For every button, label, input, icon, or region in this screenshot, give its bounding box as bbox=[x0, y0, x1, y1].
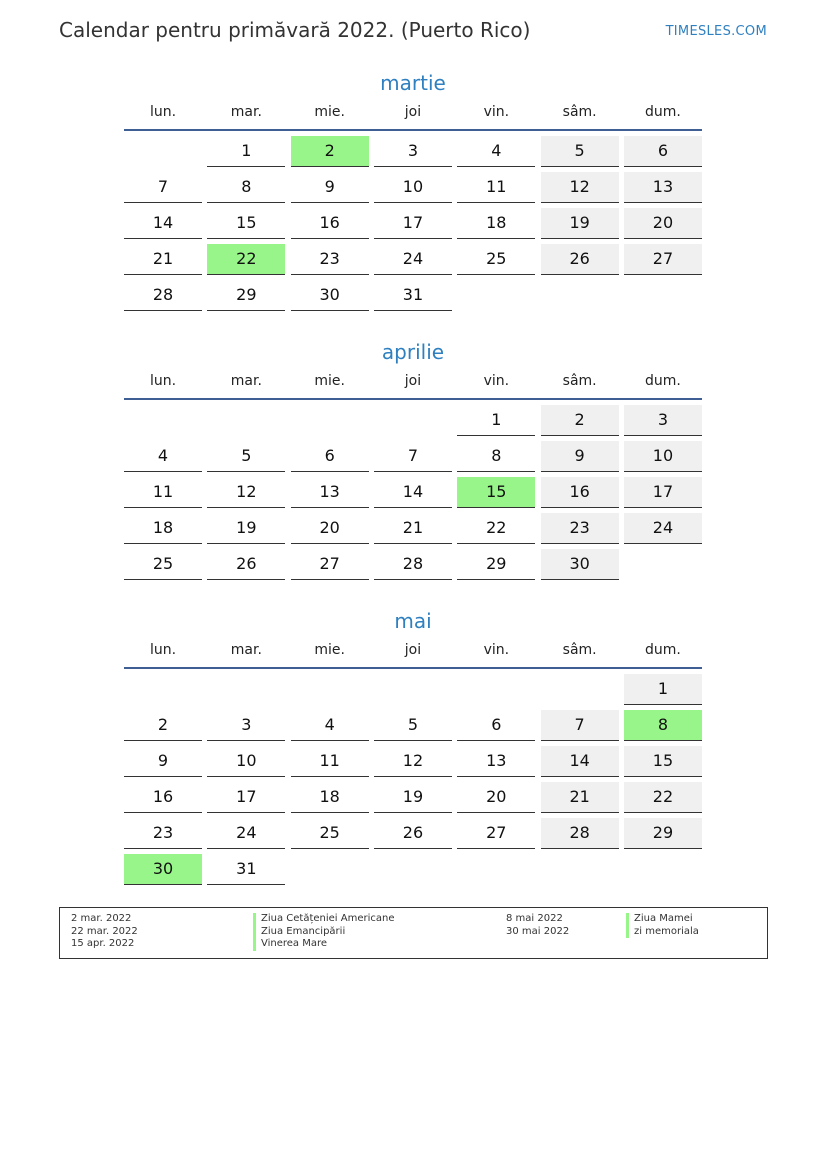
weekday-label: lun. bbox=[149, 373, 177, 389]
day-cell: 4 bbox=[457, 136, 535, 167]
day-cell: 2 bbox=[541, 405, 619, 436]
weekday-label: vin. bbox=[483, 642, 510, 658]
day-cell: 18 bbox=[291, 782, 369, 813]
legend-date: 8 mai 2022 bbox=[506, 913, 563, 924]
day-cell: 30 bbox=[541, 549, 619, 580]
day-cell: 17 bbox=[374, 208, 452, 239]
day-cell: 7 bbox=[541, 710, 619, 741]
day-cell: 4 bbox=[124, 441, 202, 472]
weekday-label: sâm. bbox=[562, 373, 597, 389]
day-cell: 9 bbox=[124, 746, 202, 777]
day-cell: 28 bbox=[541, 818, 619, 849]
day-cell: 26 bbox=[374, 818, 452, 849]
weekday-label: mie. bbox=[314, 642, 345, 658]
legend-date: 22 mar. 2022 bbox=[71, 925, 138, 937]
day-cell: 12 bbox=[541, 172, 619, 203]
day-cell: 31 bbox=[374, 280, 452, 311]
weekday-label: sâm. bbox=[562, 642, 597, 658]
day-cell: 8 bbox=[207, 172, 285, 203]
day-cell: 29 bbox=[457, 549, 535, 580]
weekday-label: joi bbox=[404, 104, 422, 120]
empty-cell bbox=[207, 674, 285, 705]
weekday-label: lun. bbox=[149, 104, 177, 120]
day-cell: 22 bbox=[624, 782, 702, 813]
legend-date: 2 mar. 2022 bbox=[71, 913, 132, 924]
header-divider bbox=[124, 129, 702, 131]
weekday-label: joi bbox=[404, 642, 422, 658]
legend-holiday-name: zi memoriala bbox=[626, 926, 699, 939]
empty-cell bbox=[207, 405, 285, 436]
legend-dates-left bbox=[71, 913, 138, 951]
empty-cell bbox=[291, 674, 369, 705]
day-cell: 25 bbox=[124, 549, 202, 580]
day-cell: 20 bbox=[457, 782, 535, 813]
empty-cell bbox=[457, 674, 535, 705]
weekday-header bbox=[124, 642, 702, 658]
day-cell: 6 bbox=[291, 441, 369, 472]
day-cell: 25 bbox=[291, 818, 369, 849]
weekday-label: joi bbox=[404, 373, 422, 389]
day-cell: 3 bbox=[207, 710, 285, 741]
holiday-day-cell: 8 bbox=[624, 710, 702, 741]
holiday-day-cell: 30 bbox=[124, 854, 202, 885]
brand-link[interactable]: TIMESLES.COM bbox=[665, 24, 767, 39]
day-cell: 21 bbox=[124, 244, 202, 275]
day-cell: 28 bbox=[124, 280, 202, 311]
day-cell: 21 bbox=[374, 513, 452, 544]
day-cell: 21 bbox=[541, 782, 619, 813]
weekday-label: dum. bbox=[645, 373, 681, 389]
weekday-label: mie. bbox=[314, 104, 345, 120]
empty-cell bbox=[124, 136, 202, 167]
day-cell: 17 bbox=[624, 477, 702, 508]
day-cell: 19 bbox=[374, 782, 452, 813]
day-cell: 11 bbox=[124, 477, 202, 508]
day-grid bbox=[124, 136, 702, 311]
day-cell: 20 bbox=[624, 208, 702, 239]
day-cell: 23 bbox=[541, 513, 619, 544]
day-grid bbox=[124, 674, 702, 885]
weekday-label: vin. bbox=[483, 373, 510, 389]
day-cell: 16 bbox=[541, 477, 619, 508]
weekday-label: dum. bbox=[645, 104, 681, 120]
legend-dates-right bbox=[506, 913, 569, 938]
empty-cell bbox=[374, 674, 452, 705]
day-cell: 3 bbox=[624, 405, 702, 436]
day-cell: 23 bbox=[291, 244, 369, 275]
holiday-day-cell: 22 bbox=[207, 244, 285, 275]
month-march bbox=[124, 68, 702, 311]
day-cell: 25 bbox=[457, 244, 535, 275]
day-cell: 20 bbox=[291, 513, 369, 544]
day-cell: 31 bbox=[207, 854, 285, 885]
empty-cell bbox=[374, 405, 452, 436]
day-cell: 22 bbox=[457, 513, 535, 544]
legend-holiday-name: Ziua Cetățeniei Americane bbox=[253, 913, 395, 926]
day-cell: 2 bbox=[124, 710, 202, 741]
legend-date: 30 mai 2022 bbox=[506, 925, 570, 937]
empty-cell bbox=[541, 674, 619, 705]
day-cell: 1 bbox=[207, 136, 285, 167]
legend-names-right bbox=[626, 913, 699, 938]
legend-holiday-name: Ziua Mamei bbox=[626, 913, 699, 926]
day-cell: 1 bbox=[624, 674, 702, 705]
day-cell: 9 bbox=[291, 172, 369, 203]
day-cell: 3 bbox=[374, 136, 452, 167]
day-cell: 5 bbox=[374, 710, 452, 741]
weekday-label: mie. bbox=[314, 373, 345, 389]
legend-holiday-name: Vinerea Mare bbox=[253, 938, 395, 951]
weekday-label: mar. bbox=[230, 642, 262, 658]
day-cell: 19 bbox=[541, 208, 619, 239]
legend-names-left bbox=[253, 913, 395, 951]
empty-cell bbox=[124, 405, 202, 436]
day-cell: 6 bbox=[624, 136, 702, 167]
day-cell: 24 bbox=[207, 818, 285, 849]
month-may bbox=[124, 606, 702, 885]
day-cell: 14 bbox=[124, 208, 202, 239]
weekday-label: dum. bbox=[645, 642, 681, 658]
day-cell: 26 bbox=[207, 549, 285, 580]
day-cell: 23 bbox=[124, 818, 202, 849]
weekday-label: lun. bbox=[149, 642, 177, 658]
weekday-header bbox=[124, 104, 702, 120]
day-cell: 15 bbox=[624, 746, 702, 777]
day-cell: 10 bbox=[624, 441, 702, 472]
day-cell: 28 bbox=[374, 549, 452, 580]
day-cell: 10 bbox=[374, 172, 452, 203]
day-cell: 29 bbox=[207, 280, 285, 311]
day-cell: 27 bbox=[624, 244, 702, 275]
day-cell: 16 bbox=[291, 208, 369, 239]
empty-cell bbox=[291, 405, 369, 436]
day-cell: 7 bbox=[124, 172, 202, 203]
page-title: Calendar pentru primăvară 2022. (Puerto Rico) bbox=[59, 18, 531, 42]
header-divider bbox=[124, 398, 702, 400]
day-grid bbox=[124, 405, 702, 580]
day-cell: 9 bbox=[541, 441, 619, 472]
header-divider bbox=[124, 667, 702, 669]
month-title: mai bbox=[394, 609, 432, 633]
day-cell: 30 bbox=[291, 280, 369, 311]
day-cell: 12 bbox=[207, 477, 285, 508]
weekday-label: mar. bbox=[230, 104, 262, 120]
month-title: martie bbox=[380, 71, 446, 95]
day-cell: 6 bbox=[457, 710, 535, 741]
day-cell: 14 bbox=[374, 477, 452, 508]
empty-cell bbox=[124, 674, 202, 705]
weekday-label: vin. bbox=[483, 104, 510, 120]
day-cell: 8 bbox=[457, 441, 535, 472]
month-title: aprilie bbox=[381, 340, 445, 364]
day-cell: 5 bbox=[207, 441, 285, 472]
weekday-header bbox=[124, 373, 702, 389]
day-cell: 12 bbox=[374, 746, 452, 777]
holiday-day-cell: 15 bbox=[457, 477, 535, 508]
day-cell: 27 bbox=[291, 549, 369, 580]
day-cell: 1 bbox=[457, 405, 535, 436]
day-cell: 5 bbox=[541, 136, 619, 167]
month-april bbox=[124, 337, 702, 580]
day-cell: 4 bbox=[291, 710, 369, 741]
day-cell: 11 bbox=[291, 746, 369, 777]
day-cell: 10 bbox=[207, 746, 285, 777]
holiday-day-cell: 2 bbox=[291, 136, 369, 167]
day-cell: 7 bbox=[374, 441, 452, 472]
day-cell: 13 bbox=[624, 172, 702, 203]
holiday-legend bbox=[59, 907, 768, 959]
day-cell: 18 bbox=[124, 513, 202, 544]
weekday-label: mar. bbox=[230, 373, 262, 389]
day-cell: 19 bbox=[207, 513, 285, 544]
day-cell: 24 bbox=[374, 244, 452, 275]
day-cell: 13 bbox=[291, 477, 369, 508]
day-cell: 14 bbox=[541, 746, 619, 777]
day-cell: 24 bbox=[624, 513, 702, 544]
day-cell: 26 bbox=[541, 244, 619, 275]
day-cell: 17 bbox=[207, 782, 285, 813]
weekday-label: sâm. bbox=[562, 104, 597, 120]
day-cell: 27 bbox=[457, 818, 535, 849]
day-cell: 18 bbox=[457, 208, 535, 239]
day-cell: 13 bbox=[457, 746, 535, 777]
legend-date: 15 apr. 2022 bbox=[71, 938, 135, 949]
day-cell: 29 bbox=[624, 818, 702, 849]
day-cell: 15 bbox=[207, 208, 285, 239]
day-cell: 16 bbox=[124, 782, 202, 813]
legend-holiday-name: Ziua Emancipării bbox=[253, 926, 395, 939]
day-cell: 11 bbox=[457, 172, 535, 203]
